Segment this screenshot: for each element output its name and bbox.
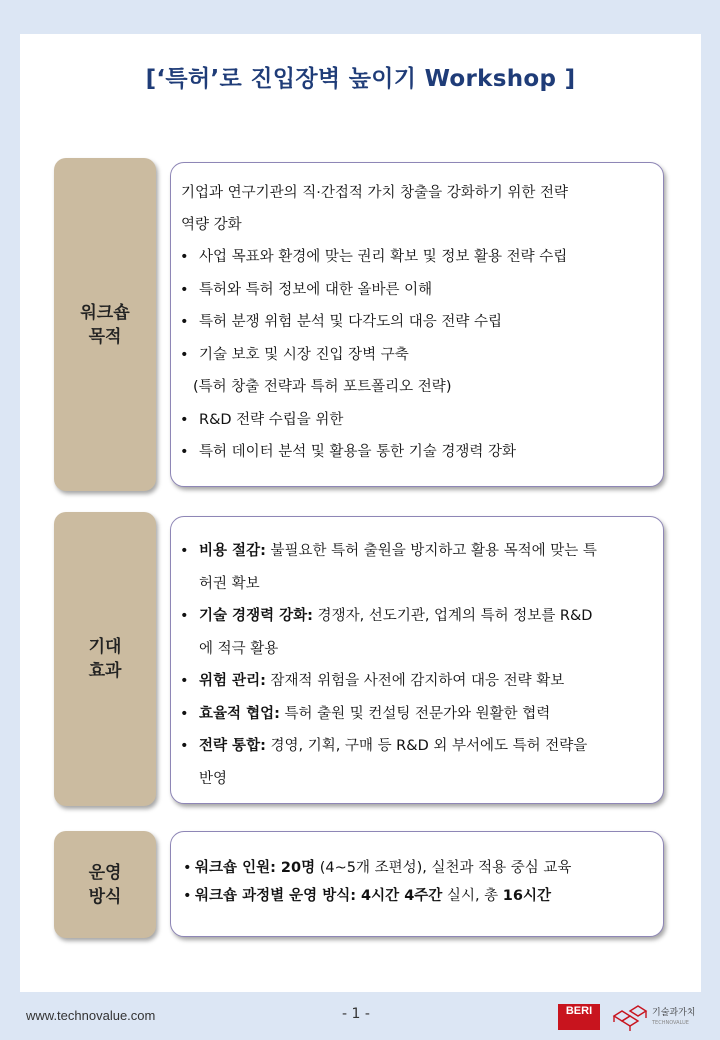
effect-content <box>170 516 664 804</box>
purpose-bullet <box>171 274 663 307</box>
effect-label <box>54 512 156 806</box>
effect-bullet-key: 비용 절감: <box>199 543 266 559</box>
bullet-icon: • <box>180 705 189 722</box>
effect-bullet <box>171 665 663 698</box>
purpose-intro-line2: 역량 강화 <box>181 217 242 233</box>
effect-bullet-key: 전략 통합: <box>199 738 266 754</box>
effect-bullet <box>171 730 663 795</box>
operation-bullet-text: 실시, 총 <box>442 888 503 904</box>
operation-label-line1: 운영 <box>88 862 122 883</box>
operation-content <box>170 831 664 937</box>
bullet-icon: • <box>180 608 189 624</box>
operation-bullet-list <box>171 854 663 910</box>
operation-bullet-text: (4~5개 조편성), 실천과 적용 중심 교육 <box>315 860 572 876</box>
effect-bullet-key: 기술 경쟁력 강화: <box>199 608 313 624</box>
bullet-icon: • <box>180 444 189 460</box>
purpose-intro <box>171 177 663 241</box>
effect-bullet-text: 잠재적 위험을 사전에 감지하여 대응 전략 확보 <box>265 673 565 689</box>
purpose-bullet-text: 특허 분쟁 위험 분석 및 다각도의 대응 전략 수립 <box>199 314 503 330</box>
purpose-bullet-text: 사업 목표와 환경에 맞는 권리 확보 및 정보 활용 전략 수립 <box>199 249 568 265</box>
effect-bullet <box>171 535 663 600</box>
effect-bullet-cont: 반영 <box>199 770 228 787</box>
bullet-icon: • <box>180 543 189 559</box>
beri-logo <box>558 1004 600 1030</box>
effect-bullet-list <box>171 535 663 795</box>
operation-bullet-key: 워크숍 인원: 20명 <box>195 860 316 876</box>
bullet-icon: • <box>180 738 189 754</box>
effect-bullet-text: 경영, 기획, 구매 등 R&D 외 부서에도 특허 전략을 <box>265 738 588 754</box>
document-page <box>20 34 701 992</box>
effect-label-line2: 효과 <box>88 661 122 681</box>
technovalue-name-text: 기술과가치 <box>652 1008 696 1018</box>
purpose-bullet-text: 기술 보호 및 시장 진입 장벽 구축 <box>199 346 409 363</box>
operation-bullet <box>171 854 663 882</box>
purpose-bullet-text: R&D 전략 수립을 위한 <box>199 411 344 428</box>
purpose-bullet <box>171 339 663 404</box>
technovalue-name <box>652 1008 695 1028</box>
effect-bullet-key: 효율적 협업: <box>199 705 280 722</box>
purpose-label <box>54 158 156 491</box>
purpose-bullet <box>171 306 663 339</box>
effect-bullet <box>171 600 663 665</box>
beri-logo-text: BERI <box>565 1005 593 1017</box>
purpose-bullet <box>171 436 663 469</box>
effect-bullet-text: 경쟁자, 선도기관, 업계의 특허 정보를 R&D <box>312 608 593 624</box>
purpose-bullet-list <box>171 241 663 469</box>
operation-label <box>54 831 156 938</box>
purpose-label-line2: 목적 <box>88 326 122 347</box>
footer-url[interactable]: www.technovalue.com <box>26 1008 156 1023</box>
bullet-icon: • <box>180 314 189 330</box>
bullet-icon: • <box>180 411 189 428</box>
operation-bullet-key2: 16시간 <box>502 888 551 904</box>
operation-label-line2: 방식 <box>88 886 122 907</box>
technovalue-logo-icon <box>608 1002 656 1032</box>
effect-bullet-text: 불필요한 특허 출원을 방지하고 활용 목적에 맞는 특 <box>265 543 597 559</box>
page-number: - 1 - <box>342 1006 370 1022</box>
purpose-bullet-text: 특허와 특허 정보에 대한 올바른 이해 <box>199 281 433 298</box>
bullet-icon: • <box>183 860 192 876</box>
operation-bullet-key: 워크숍 과정별 운영 방식: 4시간 4주간 <box>195 888 443 904</box>
purpose-content <box>170 162 664 487</box>
page-title: [‘특허’로 진입장벽 높이기 Workshop ] <box>145 66 576 92</box>
bullet-icon: • <box>183 888 192 904</box>
effect-bullet <box>171 698 663 731</box>
effect-bullet-text: 특허 출원 및 컨설팅 전문가와 원활한 협력 <box>279 705 551 722</box>
purpose-bullet-subtext: (특허 창출 전략과 특허 포트폴리오 전략) <box>193 379 452 395</box>
bullet-icon: • <box>180 281 189 298</box>
bullet-icon: • <box>180 346 189 363</box>
purpose-label-line1: 워크숍 <box>80 302 130 323</box>
bullet-icon: • <box>180 673 189 689</box>
effect-bullet-cont: 허권 확보 <box>199 575 260 592</box>
bullet-icon: • <box>180 249 189 265</box>
effect-bullet-cont: 에 적극 활용 <box>199 640 279 657</box>
purpose-bullet-text: 특허 데이터 분석 및 활용을 통한 기술 경쟁력 강화 <box>199 444 517 460</box>
purpose-bullet <box>171 404 663 437</box>
effect-label-line1: 기대 <box>88 637 122 657</box>
technovalue-subtext: TECHNOVALUE <box>652 1020 689 1026</box>
purpose-bullet <box>171 241 663 274</box>
operation-bullet <box>171 882 663 910</box>
effect-bullet-key: 위험 관리: <box>199 673 266 689</box>
purpose-intro-line1: 기업과 연구기관의 직·간접적 가치 창출을 강화하기 위한 전략 <box>181 185 569 201</box>
